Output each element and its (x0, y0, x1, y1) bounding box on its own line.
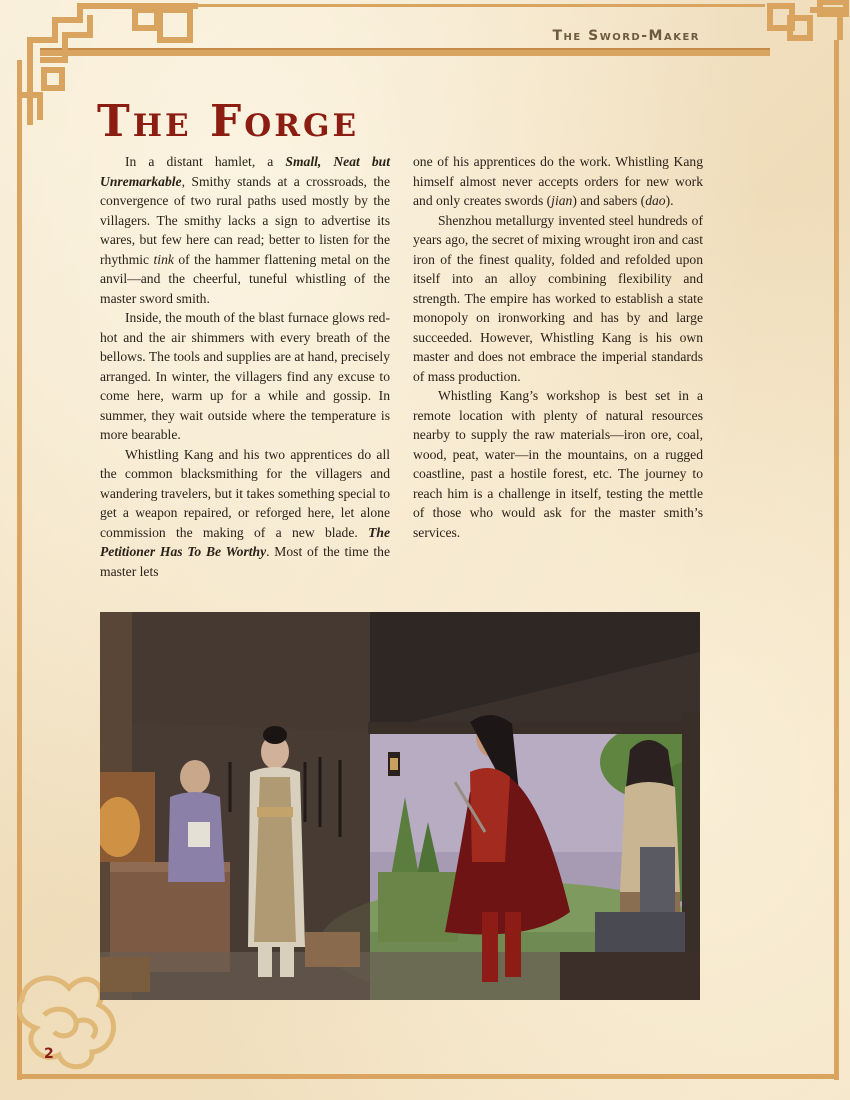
keyword-tink: tink (153, 251, 174, 267)
paragraph-apprentices-continued: one of his apprentices do the work. Whistling Kang himself almost never accepts orders for new work and only creates swords (jian) and sabers (dao). (413, 154, 703, 208)
section-title: The Forge (97, 96, 360, 147)
border-left (17, 60, 22, 1080)
paragraph-workshop-location: Whistling Kang’s workshop is best set in a remote location with plenty of natural resources nearby to supply the raw materials—iron ore, coal, wood, peat, water—in the mountains, on a rugged coastline, past a hostile forest, etc. The journey to reach him is a challenge in itself, testing the mettle of those who would ask for the master smith’s services. (413, 388, 703, 540)
keyword-small-neat-unremarkable: Small, Neat but Unremarkable (100, 154, 390, 189)
page-number: 2 (44, 1046, 54, 1062)
corner-fret-ornament-top-right (760, 0, 850, 60)
paragraph-metallurgy: Shenzhou metallurgy invented steel hundreds of years ago, the secret of mixing wrought iron and cast iron of the finest quality, folded and refolded upon itself into an alloy combining flexibility and strength. The empire has worked to establish a state monopoly on ironworking and has by and large succeeded. However, Whistling Kang is his own master and does not embrace the imperial standards of mass production. (413, 212, 703, 384)
border-top-outer (195, 4, 765, 7)
paragraph-furnace: Inside, the mouth of the blast furnace glows red-hot and the air shimmers with every breath of the bellows. The tools and supplies are at hand, precisely arranged. In winter, the villagers find any excuse to come here, warm up for a while and gossip. In summer, they wait outside where the temperature is more bearable. (100, 310, 390, 442)
running-header: The Sword-Maker (552, 28, 700, 44)
paragraph-intro: In a distant hamlet, a Small, Neat but Unremarkable, Smithy stands at a crossroads, the convergence of two rural paths used mostly by the villagers. The smithy lacks a sign to advertise its wares, but few here can read; better to listen for the rhythmic tink of the hammer flattening metal on the anvil—and the cheerful, tuneful whistling of the master sword smith. (100, 154, 390, 306)
paragraph-apprentices: Whistling Kang and his two apprentices do all the common blacksmithing for the villagers and wandering travelers, but it takes something special to get a weapon repaired, or reforged here, let alone commission the making of a new blade. The Petitioner Has To Be Worthy. Most of the time the master lets (100, 446, 390, 579)
text-column-right (413, 152, 703, 542)
keyword-petitioner-worthy: The Petitioner Has To Be Worthy (100, 524, 390, 559)
border-right (834, 40, 839, 1080)
border-bottom (17, 1074, 837, 1079)
text-column-left (100, 152, 390, 581)
forge-illustration (100, 612, 700, 1000)
